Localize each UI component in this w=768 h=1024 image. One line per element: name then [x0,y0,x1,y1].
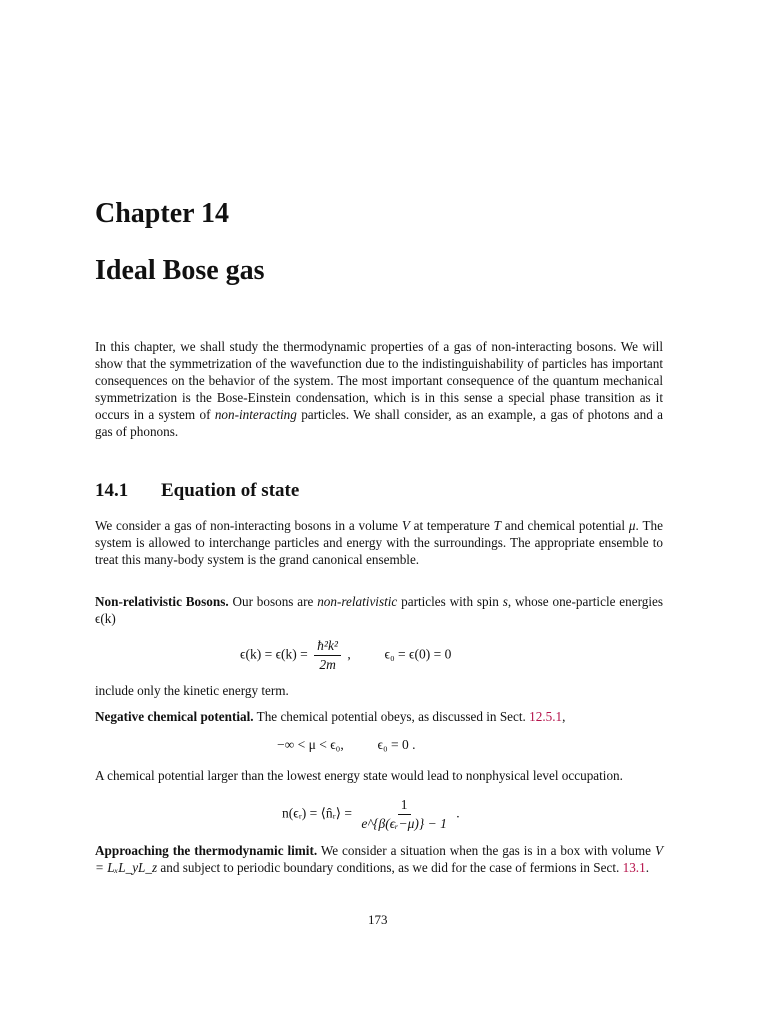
paragraph-thermo-limit: Approaching the thermodynamic limit. We consider a situation when the gas is in a box with volume V = LₓL_yL_z and subject to periodic boundary conditions, as we did for the case of fermions in Sect. 13.1. [95,843,663,875]
equation-energy: ϵ(k) = ϵ(k) = $\frac{\text{ħ²k²}}{2m}$ , ϵ₀ = ϵ(0) = 0 [240,638,452,672]
sect-13-1-link[interactable]: 13.1 [622,860,646,875]
section-title: Equation of state [161,480,300,501]
book-page [95,0,663,1024]
section-number: 14.1 [95,480,129,501]
paragraph-non-relativistic: Non-relativistic Bosons. Our bosons are non-relativistic particles with spin s, whose one-particle energies ϵ(k) [95,594,663,626]
equation-mu-bounds: −∞ < μ < ϵ₀, ϵ₀ = 0 . [277,737,416,752]
page-number: 173 [368,912,388,927]
sect-12-5-1-link[interactable]: 12.5.1 [529,709,563,724]
paragraph-occupation: A chemical potential larger than the lowest energy state would lead to nonphysical level occupation. [95,768,623,783]
intro-paragraph: In this chapter, we shall study the thermodynamic properties of a gas of non-interacting bosons. We will show that the symmetrization of the wavefunction due to the indistinguishability of particles has important consequences on the behavior of the system. The most important consequence of the quantum mechanical symmetrization is the Bose-Einstein condensation, which is in this sense a special phase transition as it occurs in a system of non-interacting particles. We shall consider, as an example, a gas of photons and a gas of phonons. [95,339,664,439]
chapter-title: Ideal Bose gas [95,255,265,286]
paragraph-negative-mu: Negative chemical potential. The chemical potential obeys, as discussed in Sect. 12.5.1, [95,709,566,724]
paragraph-kinetic: include only the kinetic energy term. [95,683,289,698]
chapter-label: Chapter 14 [95,198,230,229]
paragraph-ensemble: We consider a gas of non-interacting bosons in a volume V at temperature T and chemical potential μ. The system is allowed to interchange particles and energy with the surroundings. The appropriate ensemble to treat this many-body system is the grand canonical ensemble. [95,518,663,567]
section-heading [95,480,299,502]
equation-occupation: n(ϵᵣ) = ⟨n̂ᵣ⟩ = $\frac{1}{\text{e\textasciicircum{}\{β(ϵᵣ−μ)\} − 1}}$ . [282,797,460,831]
